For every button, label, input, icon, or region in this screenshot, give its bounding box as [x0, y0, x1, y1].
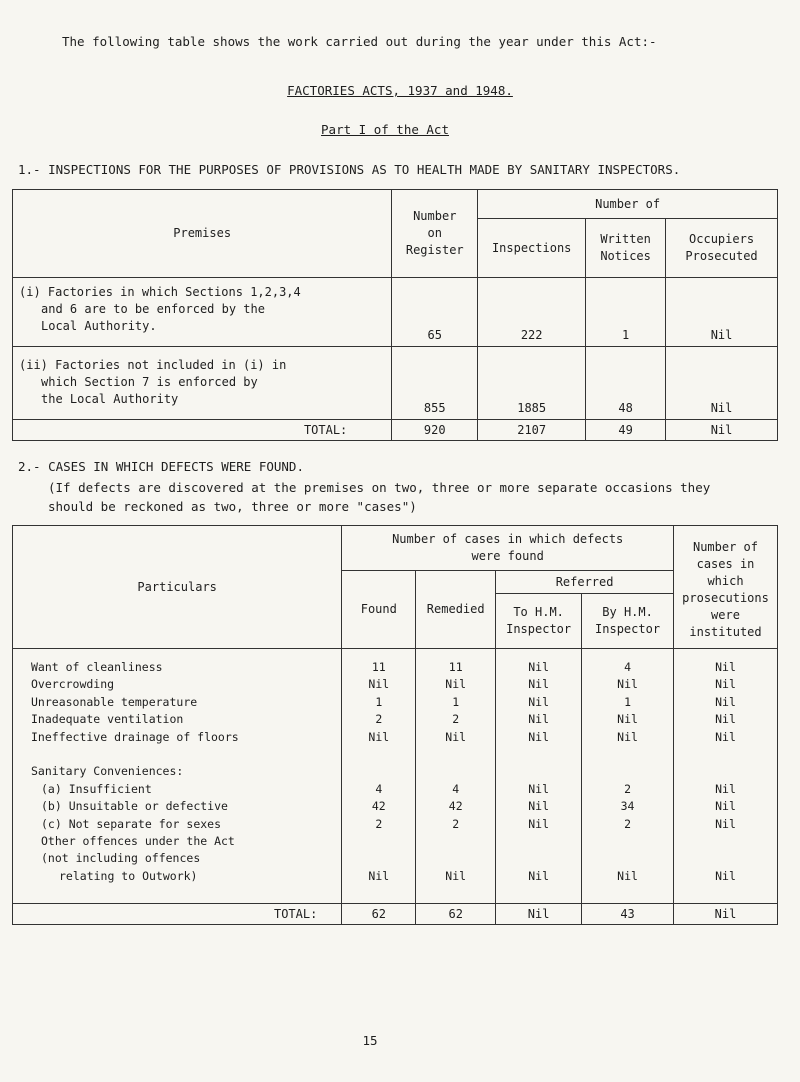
defects-table [12, 525, 778, 925]
document-title: FACTORIES ACTS, 1937 and 1948. [287, 83, 513, 98]
prosecuted-cell: Nil [666, 347, 778, 420]
notices-cell: 48 [586, 347, 666, 420]
col-inspections: Inspections [478, 219, 586, 278]
premises-cell: (ii) Factories not included in (i) in which Section 7 is enforced by the Local Authority [13, 347, 392, 420]
col-by-hm-inspector: By H.M. Inspector [582, 594, 674, 649]
col-occupiers-prosecuted: Occupiers Prosecuted [666, 219, 778, 278]
total-label: TOTAL: [13, 420, 392, 441]
premises-cell: (i) Factories in which Sections 1,2,3,4 and 6 are to be enforced by the Local Authority. [13, 278, 392, 347]
found-column: 11 Nil 1 2 Nil 4 42 2 Nil [342, 649, 416, 904]
col-written-notices: Written Notices [586, 219, 666, 278]
document-subtitle: Part I of the Act [321, 122, 449, 137]
remedied-column: 11 Nil 1 2 Nil 4 42 2 Nil [416, 649, 496, 904]
col-referred: Referred [496, 571, 674, 594]
table-body [13, 649, 778, 904]
section2-heading: 2.- CASES IN WHICH DEFECTS WERE FOUND. [18, 459, 304, 474]
section1-heading: 1.- INSPECTIONS FOR THE PURPOSES OF PROVISIONS AS TO HEALTH MADE BY SANITARY INSPECTORS. [18, 162, 681, 177]
total-row [13, 420, 778, 441]
col-to-hm-inspector: To H.M. Inspector [496, 594, 582, 649]
total-prosecuted: Nil [666, 420, 778, 441]
total-label: TOTAL: [13, 904, 342, 925]
col-particulars: Particulars [13, 526, 342, 649]
col-number-of-cases: Number of cases in which defects were found [342, 526, 674, 571]
total-found: 62 [342, 904, 416, 925]
section2-note: (If defects are discovered at the premises on two, three or more separate occasions they should be reckoned as two, three or more "cases") [48, 480, 711, 514]
col-found: Found [342, 571, 416, 649]
page-number: 15 [362, 1033, 378, 1048]
register-cell: 65 [392, 278, 478, 347]
total-row [13, 904, 778, 925]
col-number-of: Number of [478, 190, 778, 219]
col-premises: Premises [13, 190, 392, 278]
total-by-hm: 43 [582, 904, 674, 925]
col-number-on-register: Number on Register [392, 190, 478, 278]
prosecuted-cell: Nil [666, 278, 778, 347]
particulars-column: Want of cleanliness Overcrowding Unreasonable temperature Inadequate ventilation Ineffective drainage of floors Sanitary Conveniences: (a) Insufficient (b) Unsuitable or defective (c) Not separate for sexes Other offences under the Act (not including offences relating to Outwork) [13, 649, 342, 904]
table-row [13, 278, 778, 347]
inspections-cell: 1885 [478, 347, 586, 420]
total-to-hm: Nil [496, 904, 582, 925]
register-cell: 855 [392, 347, 478, 420]
col-prosecutions: Number of cases in which prosecutions were instituted [674, 526, 778, 649]
total-prosecutions: Nil [674, 904, 778, 925]
inspections-table [12, 189, 778, 441]
table-row [13, 347, 778, 420]
total-notices: 49 [586, 420, 666, 441]
total-inspections: 2107 [478, 420, 586, 441]
prosecutions-column: Nil Nil Nil Nil Nil Nil Nil Nil Nil [674, 649, 778, 904]
inspections-cell: 222 [478, 278, 586, 347]
total-register: 920 [392, 420, 478, 441]
notices-cell: 1 [586, 278, 666, 347]
by-hm-column: 4 Nil 1 Nil Nil 2 34 2 Nil [582, 649, 674, 904]
col-remedied: Remedied [416, 571, 496, 649]
total-remedied: 62 [416, 904, 496, 925]
intro-text: The following table shows the work carried out during the year under this Act:- [62, 34, 657, 49]
to-hm-column: Nil Nil Nil Nil Nil Nil Nil Nil Nil [496, 649, 582, 904]
